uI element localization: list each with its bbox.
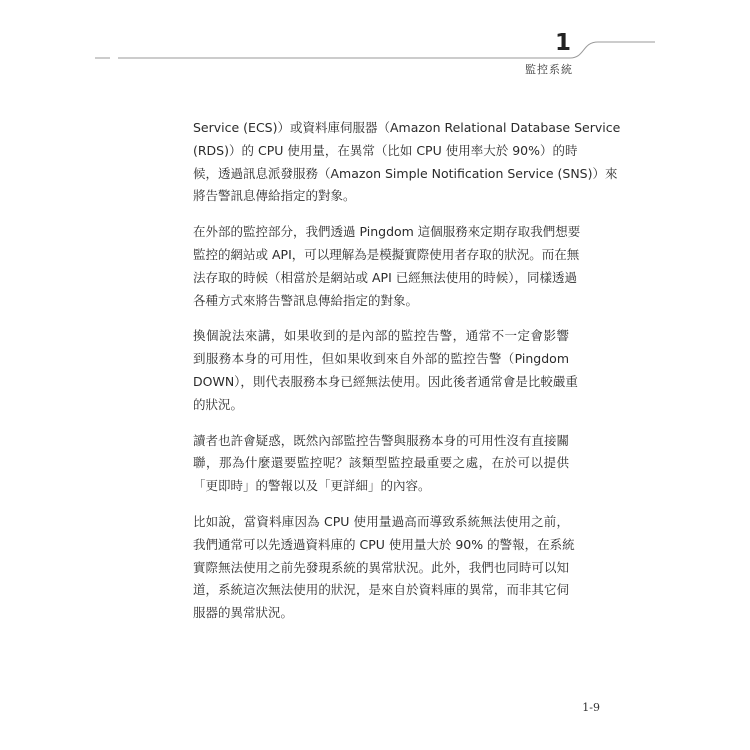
text-line: 「更即時」的警報以及「更詳細」的內容。 xyxy=(193,478,431,494)
text-line: 各種方式來將告警訊息傳給指定的對象。 xyxy=(193,292,419,308)
text-line: 服器的異常狀況。 xyxy=(193,605,294,621)
text-line: 實際無法使用之前先發現系統的異常狀況。此外，我們也同時可以知 xyxy=(193,559,569,575)
text-line: 監控的網站或 API，可以理解為是模擬實際使用者存取的狀況。而在無 xyxy=(193,246,580,262)
text-line: 讀者也許會疑惑，既然內部監控告警與服務本身的可用性沒有直接關 xyxy=(193,432,569,448)
text-line: 道，系統這次無法使用的狀況，是來自於資料庫的異常，而非其它伺 xyxy=(193,582,569,598)
page-number: 1-9 xyxy=(582,701,600,714)
text-line: 候，透過訊息派發服務（Amazon Simple Notification Service (SNS)）來 xyxy=(193,165,618,181)
text-line: 我們通常可以先透過資料庫的 CPU 使用量大於 90% 的警報，在系統 xyxy=(193,536,575,552)
text-line: 聯，那為什麼還要監控呢？該類型監控最重要之處，在於可以提供 xyxy=(193,455,569,471)
text-line: (RDS)）的 CPU 使用量，在異常（比如 CPU 使用率大於 90%）的時 xyxy=(193,142,578,158)
paragraph-2 xyxy=(193,221,581,312)
text-line: 的狀況。 xyxy=(193,396,244,412)
header-rule xyxy=(0,0,750,80)
text-line: 換個說法來講，如果收到的是內部的監控告警，通常不一定會影響 xyxy=(193,328,569,344)
paragraph-5 xyxy=(193,511,575,625)
text-line: DOWN），則代表服務本身已經無法使用。因此後者通常會是比較嚴重 xyxy=(193,373,578,389)
text-line: 比如說，當資料庫因為 CPU 使用量過高而導致系統無法使用之前， xyxy=(193,513,569,529)
text-line: Service (ECS)）或資料庫伺服器（Amazon Relational Database Service xyxy=(193,120,621,135)
paragraph-4 xyxy=(193,430,569,498)
paragraph-3 xyxy=(193,325,578,416)
chapter-number: 1 xyxy=(554,30,571,56)
chapter-title: 監控系統 xyxy=(525,63,573,76)
text-line: 在外部的監控部分，我們透過 Pingdom 這個服務來定期存取我們想要 xyxy=(193,224,581,240)
body-text xyxy=(193,117,621,638)
text-line: 到服務本身的可用性，但如果收到來自外部的監控告警（Pingdom xyxy=(193,351,569,367)
text-line: 法存取的時候（相當於是網站或 API 已經無法使用的時候），同樣透過 xyxy=(193,269,577,285)
text-line: 將告警訊息傳給指定的對象。 xyxy=(193,188,356,204)
paragraph-1 xyxy=(193,117,621,208)
